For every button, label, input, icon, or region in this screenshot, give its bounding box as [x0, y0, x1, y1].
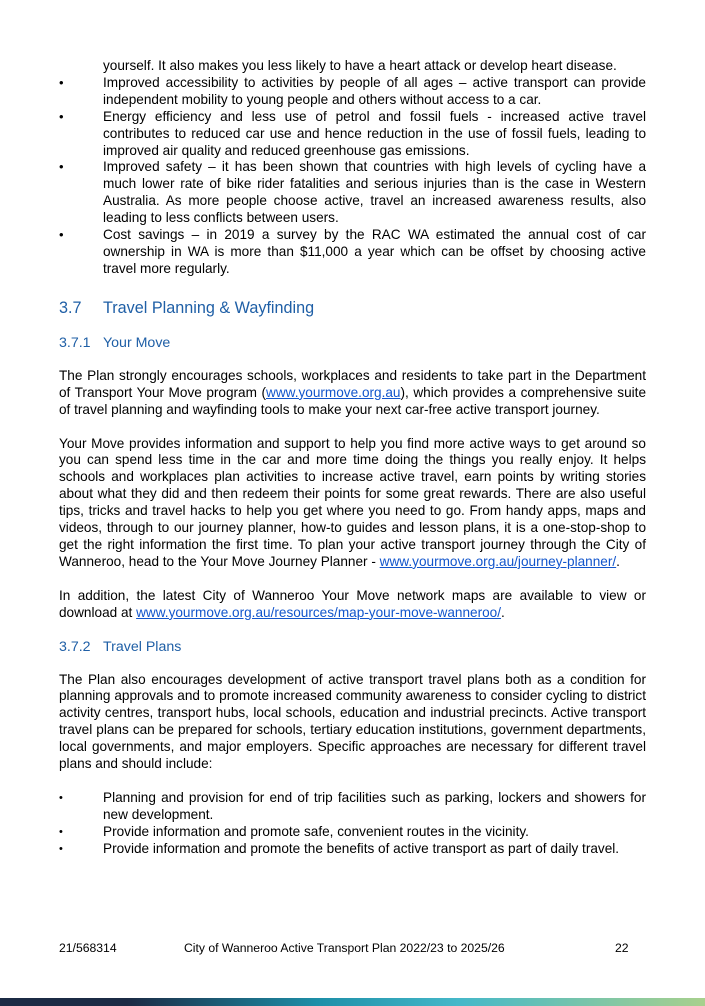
list-item: • Cost savings – in 2019 a survey by the RAC WA estimated the annual cost of car ownership in WA is more than $11,000 a year which can be offset by choosing active travel more regularly.	[59, 227, 646, 276]
benefits-list	[59, 75, 646, 278]
list-item: • Planning and provision for end of trip facilities such as parking, lockers and showers for new development.	[59, 790, 646, 822]
section-heading-3-7: 3.7 Travel Planning & Wayfinding	[59, 298, 315, 317]
journey-planner-link[interactable]: www.yourmove.org.au/journey-planner/	[379, 553, 617, 569]
page-footer	[59, 941, 646, 957]
list-item: • Provide information and promote the benefits of active transport as part of daily travel.	[59, 840, 620, 856]
network-maps-paragraph: In addition, the latest City of Wanneroo Your Move network maps are available to view or download at www.yourmove.org.au/resources/map-your-move-wanneroo/.	[59, 587, 646, 620]
page-number: 22	[615, 941, 629, 955]
document-reference: 21/568314	[59, 941, 117, 955]
bullet-icon: •	[59, 74, 64, 90]
list-item: • Energy efficiency and less use of petrol and fossil fuels - increased active travel contributes to reduced car use and hence reduction in the use of fossil fuels, leading to improved air quality and reduced greenhouse gas emissions.	[59, 108, 646, 158]
bullet-icon: •	[59, 227, 64, 243]
section-heading-3-7-2: 3.7.2 Travel Plans	[59, 638, 182, 655]
bullet-icon: •	[59, 842, 63, 855]
list-item: • Provide information and promote safe, convenient routes in the vicinity.	[59, 823, 529, 839]
approaches-list	[59, 790, 646, 858]
footer-decorative-bar	[0, 998, 705, 1006]
list-item: • Improved accessibility to activities by people of all ages – active transport can provide independent mobility to young people and others without access to a car.	[59, 74, 646, 107]
continued-paragraph: yourself. It also makes you less likely to have a heart attack or develop heart disease.	[103, 58, 617, 73]
yourmove-link[interactable]: www.yourmove.org.au	[266, 384, 401, 400]
network-map-link[interactable]: www.yourmove.org.au/resources/map-your-move-wanneroo/	[136, 604, 502, 620]
document-title: City of Wanneroo Active Transport Plan 2022/23 to 2025/26	[184, 941, 505, 955]
bullet-icon: •	[59, 108, 64, 124]
bullet-icon: •	[59, 159, 64, 175]
your-move-intro-paragraph: The Plan strongly encourages schools, workplaces and residents to take part in the Department of Transport Your Move program (www.yourmove.org.au), which provides a comprehensive suite of travel planning and wayfinding tools to make your next car-free active transport journey.	[59, 367, 647, 417]
your-move-details-paragraph: Your Move provides information and support to help you find more active ways to get around so you can spend less time in the car and more time doing the things you really enjoy. It helps schools and workplaces plan activities to increase active travel, earn points by writing stories about what they did and then redeem their points for some great rewards. There are also useful tips, tricks and travel hacks to help you get where you need to go. From handy apps, maps and videos, through to our journey planner, how-to guides and lesson plans, it is a one-stop-shop to get the right information the first time. To plan your active transport journey through the City of Wanneroo, head to the Your Move Journey Planner - www.yourmove.org.au/journey-planner/.	[59, 435, 646, 569]
list-item: • Improved safety – it has been shown that countries with high levels of cycling have a much lower rate of bike rider fatalities and serious injuries than is the case in Western Australia. As more people choose active, travel an increased awareness results, also leading to less conflicts between users.	[59, 159, 646, 226]
document-page	[59, 58, 646, 858]
section-heading-3-7-1: 3.7.1 Your Move	[59, 334, 171, 351]
travel-plans-paragraph: The Plan also encourages development of active transport travel plans both as a condition for planning approvals and to promote increased community awareness to consider cycling to district activity centres, transport hubs, local schools, education and industrial precincts. Active transport travel plans can be prepared for schools, tertiary education institutions, government departments, local governments, and major employers. Specific approaches are necessary for different travel plans and should include:	[59, 671, 646, 772]
bullet-icon: •	[59, 792, 63, 804]
bullet-icon: •	[59, 825, 63, 838]
